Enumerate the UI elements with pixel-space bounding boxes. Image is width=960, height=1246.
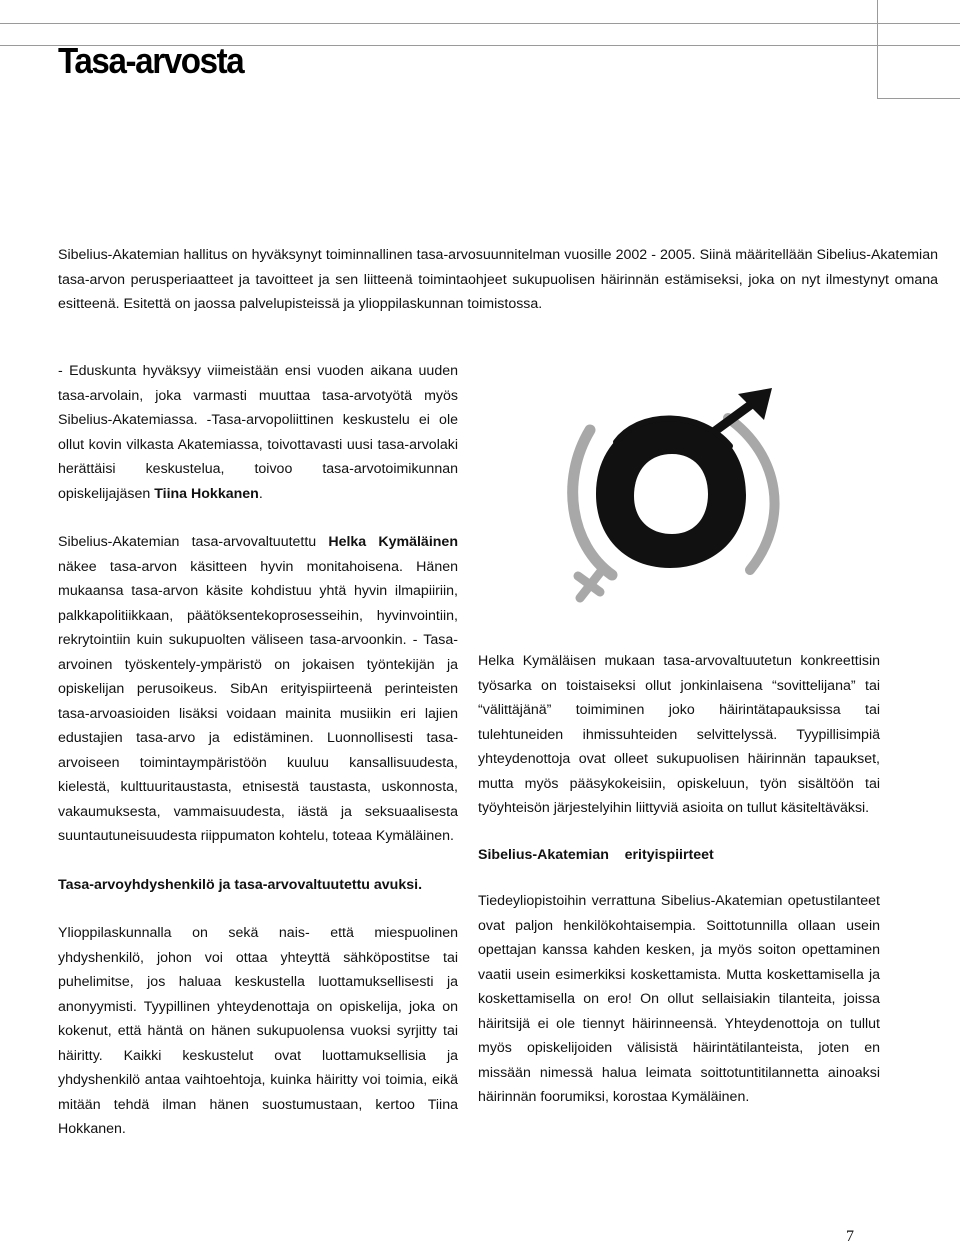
person-name: Tiina Hokkanen bbox=[154, 485, 259, 502]
paragraph-contact-person: Ylioppilaskunnalla on sekä nais- että miespuolinen yhdyshenkilö, johon voi ottaa yhteyttä sähköpostitse tai puhelimitse, jos haluaa keskustella luottamuksellisesti ja anonyymisti. Tyypillinen yhteydenottaja on opiskelija, joka on kokenut, että häntä on hänen sukupuolensa vuoksi syrjitty tai häiritty. Kaikki keskustelut ovat luottamuksellisia ja yhdyshenkilö antaa vaihtoehtoja, kuinka häiritty voi toimia, eikä mitään tehdä ilman hänen suostumustaan, kertoo Tiina Hokkanen. bbox=[58, 925, 458, 1137]
intro-paragraph: Sibelius-Akatemian hallitus on hyväksynyt toiminnallinen tasa-arvosuunnitelman vuosille 2002 - 2005. Siinä määritellään Sibelius-Akatemian tasa-arvon perusperiaatteet ja tavoitteet ja sen liitteenä toimintaohjeet sukupuolisen häirinnän estämiseksi, joka on nyt ilmestynyt omana esitteenä. Esitettä on jaossa palvelupisteissä ja ylioppilaskunnan toimistossa. bbox=[58, 247, 938, 312]
page-number: 7 bbox=[846, 1228, 854, 1245]
right-column bbox=[478, 649, 880, 1110]
person-name: Helka Kymäläinen bbox=[328, 534, 458, 550]
left-column bbox=[58, 359, 458, 1142]
paragraph-new-law: - Eduskunta hyväksyy viimeistään ensi vuoden aikana uuden tasa-arvolain, joka varmasti muuttaa tasa-arvotyötä myös Sibelius-Akatemiassa. -Tasa-arvopoliittinen keskustelu ei ole ollut kovin vilkasta Akatemiassa, toivottavasti uusi tasa-arvolaki herättäisi keskustelua, toivoo tasa-arvotoimikunnan opiskelijajäsen Tiina Hokkanen. bbox=[58, 363, 458, 502]
paragraph-equality-concept: Sibelius-Akatemian tasa-arvovaltuutettu Helka Kymäläinen näkee tasa-arvon käsitteen hyvin monitahoisena. Hänen mukaansa tasa-arvon käsite kohdistuu yhtä hyvin ilmapiiriin, palkkapolitiikkaan, päätöksentekoprosesseihin, hyvinvointiin, rekrytointiin kuin sukupuolten väliseen tasa-arvoonkin. - Tasa-arvoinen työskentely-ympäristö on jokaisen työntekijän ja opiskelijan perusoikeus. SibAn erityispiirteenä perinteisten tasa-arvoasioiden lisäksi voidaan mainita musiikin eri lajien edustajien tasa-arvo ja edistäminen. Luonnollisesti tasa-arvoiseen toimintaympäristöön kuuluu kansallisuudesta, kielestä, kulttuuritaustasta, etnisestä taustasta, uskonnosta, vakaumuksesta, vammaisuudesta, iästä ja seksuaalisesta suuntautuneisuudesta riippumaton kohtelu, toteaa Kymäläinen. bbox=[58, 534, 458, 844]
header-rule-bottom bbox=[878, 98, 960, 99]
female-cross-icon bbox=[578, 570, 602, 598]
page-title: Tasa-arvosta bbox=[58, 40, 244, 81]
gender-symbols-illustration bbox=[550, 370, 790, 610]
paragraph-ombudsman-work: Helka Kymäläisen mukaan tasa-arvovaltuutetun konkreettisin työsarka on toistaiseksi ollut jonkinlaisena “sovittelijana” tai “välittäjänä” toimiminen joko häirintätapauksissa tai tulehtuneiden ihmissuhteiden selvittelyssä. Tyypillisimpiä yhteydenottoja ovat olleet sukupuolisen häirinnän tapaukset, mutta myös pääsykokeisiin, opiskeluun, työn sisältöön tai työyhteisön järjestelyihin liittyviä asioita on tullut käsiteltäväksi. bbox=[478, 653, 880, 816]
section-heading-contact: Tasa-arvoyhdyshenkilö ja tasa-arvovaltuutettu avuksi. bbox=[58, 876, 423, 893]
section-heading-special-features: Sibelius-Akatemian erityispiirteet bbox=[478, 846, 714, 863]
paragraph-special-features: Tiedeyliopistoihin verrattuna Sibelius-Akatemian opetustilanteet ovat paljon henkilökohtaisempia. Soittotunnilla ollaan usein opettajan kanssa kahden kesken, ja myös soiton opettaminen vaatii usein esimerkiksi koskettamista. Mutta koskettamisella ja koskettamisella on ero! On ollut sellaisiakin tilanteita, joissa häiritsijä ei ole tiennyt häirinneensä. Yhteydenottoja on tullut myös opiskelijoiden välisistä häirintätilanteista, joten en missään nimessä halua leimata soittotuntitilannetta ainoaksi häirinnän foorumiksi, korostaa Kymäläinen. bbox=[478, 893, 880, 1105]
top-rule bbox=[0, 23, 960, 24]
vertical-rule bbox=[877, 0, 878, 99]
